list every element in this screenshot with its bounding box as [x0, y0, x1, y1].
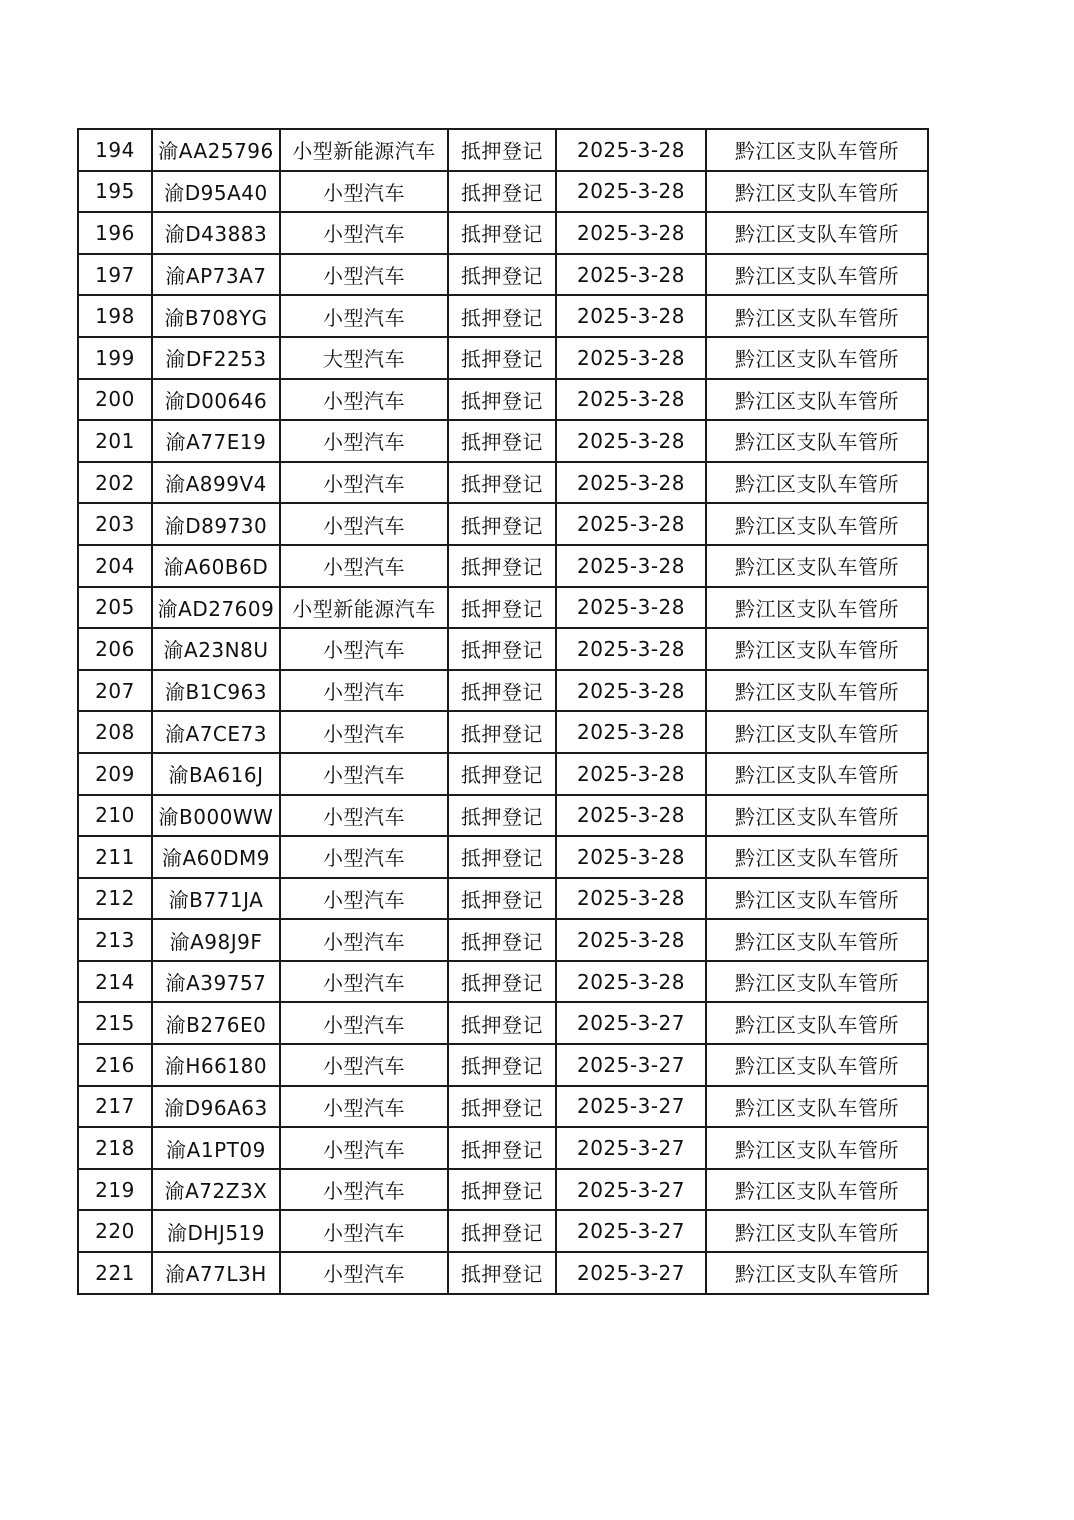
office-cell: 黔江区支队车管所 — [706, 1252, 928, 1294]
vehicle-type-cell: 小型汽车 — [280, 628, 448, 670]
row-number-cell: 197 — [78, 254, 152, 296]
business-type-cell: 抵押登记 — [448, 462, 556, 504]
business-type-cell: 抵押登记 — [448, 587, 556, 629]
vehicle-type-cell: 小型汽车 — [280, 545, 448, 587]
office-cell: 黔江区支队车管所 — [706, 545, 928, 587]
date-cell: 2025-3-28 — [556, 587, 706, 629]
date-cell: 2025-3-27 — [556, 1210, 706, 1252]
office-cell: 黔江区支队车管所 — [706, 1044, 928, 1086]
table-row — [78, 587, 928, 629]
date-cell: 2025-3-28 — [556, 878, 706, 920]
plate-number-cell: 渝B276E0 — [152, 1002, 280, 1044]
table-row — [78, 795, 928, 837]
plate-number-cell: 渝D43883 — [152, 212, 280, 254]
vehicle-type-cell: 小型汽车 — [280, 670, 448, 712]
table-body — [78, 129, 928, 1294]
date-cell: 2025-3-28 — [556, 795, 706, 837]
date-cell: 2025-3-28 — [556, 462, 706, 504]
row-number-cell: 198 — [78, 295, 152, 337]
plate-number-cell: 渝AA25796 — [152, 129, 280, 171]
table-row — [78, 961, 928, 1003]
row-number-cell: 204 — [78, 545, 152, 587]
office-cell: 黔江区支队车管所 — [706, 628, 928, 670]
business-type-cell: 抵押登记 — [448, 961, 556, 1003]
vehicle-type-cell: 小型汽车 — [280, 1127, 448, 1169]
row-number-cell: 195 — [78, 171, 152, 213]
table-row — [78, 1002, 928, 1044]
date-cell: 2025-3-27 — [556, 1169, 706, 1211]
business-type-cell: 抵押登记 — [448, 628, 556, 670]
table-row — [78, 836, 928, 878]
office-cell: 黔江区支队车管所 — [706, 1002, 928, 1044]
business-type-cell: 抵押登记 — [448, 420, 556, 462]
date-cell: 2025-3-28 — [556, 711, 706, 753]
office-cell: 黔江区支队车管所 — [706, 212, 928, 254]
row-number-cell: 211 — [78, 836, 152, 878]
plate-number-cell: 渝DHJ519 — [152, 1210, 280, 1252]
office-cell: 黔江区支队车管所 — [706, 919, 928, 961]
row-number-cell: 219 — [78, 1169, 152, 1211]
plate-number-cell: 渝A899V4 — [152, 462, 280, 504]
row-number-cell: 202 — [78, 462, 152, 504]
row-number-cell: 199 — [78, 337, 152, 379]
business-type-cell: 抵押登记 — [448, 337, 556, 379]
date-cell: 2025-3-28 — [556, 379, 706, 421]
office-cell: 黔江区支队车管所 — [706, 295, 928, 337]
table-row — [78, 753, 928, 795]
table-row — [78, 919, 928, 961]
plate-number-cell: 渝B000WW — [152, 795, 280, 837]
business-type-cell: 抵押登记 — [448, 129, 556, 171]
vehicle-type-cell: 小型新能源汽车 — [280, 129, 448, 171]
date-cell: 2025-3-27 — [556, 1252, 706, 1294]
table-row — [78, 254, 928, 296]
date-cell: 2025-3-28 — [556, 337, 706, 379]
vehicle-type-cell: 大型汽车 — [280, 337, 448, 379]
plate-number-cell: 渝B771JA — [152, 878, 280, 920]
business-type-cell: 抵押登记 — [448, 836, 556, 878]
table-row — [78, 628, 928, 670]
vehicle-type-cell: 小型汽车 — [280, 379, 448, 421]
vehicle-type-cell: 小型汽车 — [280, 420, 448, 462]
plate-number-cell: 渝D95A40 — [152, 171, 280, 213]
vehicle-type-cell: 小型汽车 — [280, 295, 448, 337]
vehicle-type-cell: 小型汽车 — [280, 1086, 448, 1128]
office-cell: 黔江区支队车管所 — [706, 753, 928, 795]
date-cell: 2025-3-28 — [556, 212, 706, 254]
plate-number-cell: 渝A77L3H — [152, 1252, 280, 1294]
business-type-cell: 抵押登记 — [448, 1002, 556, 1044]
plate-number-cell: 渝D96A63 — [152, 1086, 280, 1128]
office-cell: 黔江区支队车管所 — [706, 503, 928, 545]
row-number-cell: 200 — [78, 379, 152, 421]
table-row — [78, 1044, 928, 1086]
vehicle-type-cell: 小型汽车 — [280, 795, 448, 837]
plate-number-cell: 渝A1PT09 — [152, 1127, 280, 1169]
table-row — [78, 545, 928, 587]
office-cell: 黔江区支队车管所 — [706, 1127, 928, 1169]
plate-number-cell: 渝A23N8U — [152, 628, 280, 670]
business-type-cell: 抵押登记 — [448, 254, 556, 296]
row-number-cell: 206 — [78, 628, 152, 670]
table-row — [78, 711, 928, 753]
business-type-cell: 抵押登记 — [448, 1086, 556, 1128]
plate-number-cell: 渝D00646 — [152, 379, 280, 421]
row-number-cell: 215 — [78, 1002, 152, 1044]
date-cell: 2025-3-28 — [556, 961, 706, 1003]
table-row — [78, 1127, 928, 1169]
business-type-cell: 抵押登记 — [448, 1169, 556, 1211]
table-row — [78, 878, 928, 920]
registration-table — [77, 128, 929, 1295]
business-type-cell: 抵押登记 — [448, 1210, 556, 1252]
plate-number-cell: 渝A60B6D — [152, 545, 280, 587]
plate-number-cell: 渝D89730 — [152, 503, 280, 545]
office-cell: 黔江区支队车管所 — [706, 670, 928, 712]
business-type-cell: 抵押登记 — [448, 670, 556, 712]
date-cell: 2025-3-27 — [556, 1127, 706, 1169]
vehicle-type-cell: 小型汽车 — [280, 1210, 448, 1252]
office-cell: 黔江区支队车管所 — [706, 587, 928, 629]
vehicle-type-cell: 小型汽车 — [280, 919, 448, 961]
table-row — [78, 171, 928, 213]
plate-number-cell: 渝A39757 — [152, 961, 280, 1003]
date-cell: 2025-3-28 — [556, 171, 706, 213]
office-cell: 黔江区支队车管所 — [706, 1210, 928, 1252]
date-cell: 2025-3-28 — [556, 295, 706, 337]
plate-number-cell: 渝A77E19 — [152, 420, 280, 462]
office-cell: 黔江区支队车管所 — [706, 1169, 928, 1211]
office-cell: 黔江区支队车管所 — [706, 129, 928, 171]
row-number-cell: 208 — [78, 711, 152, 753]
date-cell: 2025-3-28 — [556, 753, 706, 795]
table-row — [78, 1252, 928, 1294]
row-number-cell: 201 — [78, 420, 152, 462]
table-row — [78, 337, 928, 379]
row-number-cell: 220 — [78, 1210, 152, 1252]
business-type-cell: 抵押登记 — [448, 379, 556, 421]
vehicle-type-cell: 小型汽车 — [280, 753, 448, 795]
table-row — [78, 129, 928, 171]
plate-number-cell: 渝B708YG — [152, 295, 280, 337]
table-row — [78, 379, 928, 421]
vehicle-type-cell: 小型汽车 — [280, 711, 448, 753]
vehicle-type-cell: 小型汽车 — [280, 1044, 448, 1086]
business-type-cell: 抵押登记 — [448, 1044, 556, 1086]
plate-number-cell: 渝A60DM9 — [152, 836, 280, 878]
plate-number-cell: 渝A7CE73 — [152, 711, 280, 753]
row-number-cell: 196 — [78, 212, 152, 254]
office-cell: 黔江区支队车管所 — [706, 254, 928, 296]
business-type-cell: 抵押登记 — [448, 1252, 556, 1294]
date-cell: 2025-3-28 — [556, 254, 706, 296]
row-number-cell: 210 — [78, 795, 152, 837]
plate-number-cell: 渝A72Z3X — [152, 1169, 280, 1211]
office-cell: 黔江区支队车管所 — [706, 1086, 928, 1128]
business-type-cell: 抵押登记 — [448, 795, 556, 837]
business-type-cell: 抵押登记 — [448, 753, 556, 795]
office-cell: 黔江区支队车管所 — [706, 878, 928, 920]
date-cell: 2025-3-28 — [556, 420, 706, 462]
date-cell: 2025-3-28 — [556, 670, 706, 712]
table-row — [78, 420, 928, 462]
row-number-cell: 221 — [78, 1252, 152, 1294]
date-cell: 2025-3-28 — [556, 545, 706, 587]
date-cell: 2025-3-28 — [556, 919, 706, 961]
office-cell: 黔江区支队车管所 — [706, 420, 928, 462]
plate-number-cell: 渝B1C963 — [152, 670, 280, 712]
row-number-cell: 205 — [78, 587, 152, 629]
business-type-cell: 抵押登记 — [448, 503, 556, 545]
business-type-cell: 抵押登记 — [448, 878, 556, 920]
vehicle-type-cell: 小型汽车 — [280, 171, 448, 213]
vehicle-type-cell: 小型汽车 — [280, 1252, 448, 1294]
plate-number-cell: 渝A98J9F — [152, 919, 280, 961]
date-cell: 2025-3-28 — [556, 503, 706, 545]
row-number-cell: 216 — [78, 1044, 152, 1086]
table-row — [78, 503, 928, 545]
row-number-cell: 203 — [78, 503, 152, 545]
row-number-cell: 212 — [78, 878, 152, 920]
date-cell: 2025-3-28 — [556, 628, 706, 670]
vehicle-type-cell: 小型汽车 — [280, 212, 448, 254]
office-cell: 黔江区支队车管所 — [706, 711, 928, 753]
vehicle-type-cell: 小型汽车 — [280, 1002, 448, 1044]
office-cell: 黔江区支队车管所 — [706, 795, 928, 837]
plate-number-cell: 渝AD27609 — [152, 587, 280, 629]
office-cell: 黔江区支队车管所 — [706, 171, 928, 213]
plate-number-cell: 渝AP73A7 — [152, 254, 280, 296]
table-row — [78, 295, 928, 337]
row-number-cell: 213 — [78, 919, 152, 961]
table-row — [78, 462, 928, 504]
date-cell: 2025-3-28 — [556, 836, 706, 878]
office-cell: 黔江区支队车管所 — [706, 337, 928, 379]
office-cell: 黔江区支队车管所 — [706, 836, 928, 878]
business-type-cell: 抵押登记 — [448, 545, 556, 587]
vehicle-type-cell: 小型汽车 — [280, 878, 448, 920]
row-number-cell: 207 — [78, 670, 152, 712]
table-row — [78, 212, 928, 254]
office-cell: 黔江区支队车管所 — [706, 961, 928, 1003]
business-type-cell: 抵押登记 — [448, 711, 556, 753]
plate-number-cell: 渝DF2253 — [152, 337, 280, 379]
date-cell: 2025-3-27 — [556, 1044, 706, 1086]
table-row — [78, 1210, 928, 1252]
table-row — [78, 1086, 928, 1128]
plate-number-cell: 渝H66180 — [152, 1044, 280, 1086]
table-row — [78, 1169, 928, 1211]
table-row — [78, 670, 928, 712]
business-type-cell: 抵押登记 — [448, 295, 556, 337]
office-cell: 黔江区支队车管所 — [706, 462, 928, 504]
date-cell: 2025-3-27 — [556, 1086, 706, 1128]
vehicle-type-cell: 小型汽车 — [280, 254, 448, 296]
business-type-cell: 抵押登记 — [448, 919, 556, 961]
office-cell: 黔江区支队车管所 — [706, 379, 928, 421]
business-type-cell: 抵押登记 — [448, 171, 556, 213]
vehicle-type-cell: 小型汽车 — [280, 961, 448, 1003]
vehicle-type-cell: 小型汽车 — [280, 503, 448, 545]
row-number-cell: 218 — [78, 1127, 152, 1169]
plate-number-cell: 渝BA616J — [152, 753, 280, 795]
row-number-cell: 194 — [78, 129, 152, 171]
row-number-cell: 209 — [78, 753, 152, 795]
row-number-cell: 214 — [78, 961, 152, 1003]
business-type-cell: 抵押登记 — [448, 1127, 556, 1169]
date-cell: 2025-3-27 — [556, 1002, 706, 1044]
vehicle-type-cell: 小型汽车 — [280, 836, 448, 878]
vehicle-type-cell: 小型新能源汽车 — [280, 587, 448, 629]
vehicle-type-cell: 小型汽车 — [280, 1169, 448, 1211]
business-type-cell: 抵押登记 — [448, 212, 556, 254]
date-cell: 2025-3-28 — [556, 129, 706, 171]
row-number-cell: 217 — [78, 1086, 152, 1128]
vehicle-type-cell: 小型汽车 — [280, 462, 448, 504]
